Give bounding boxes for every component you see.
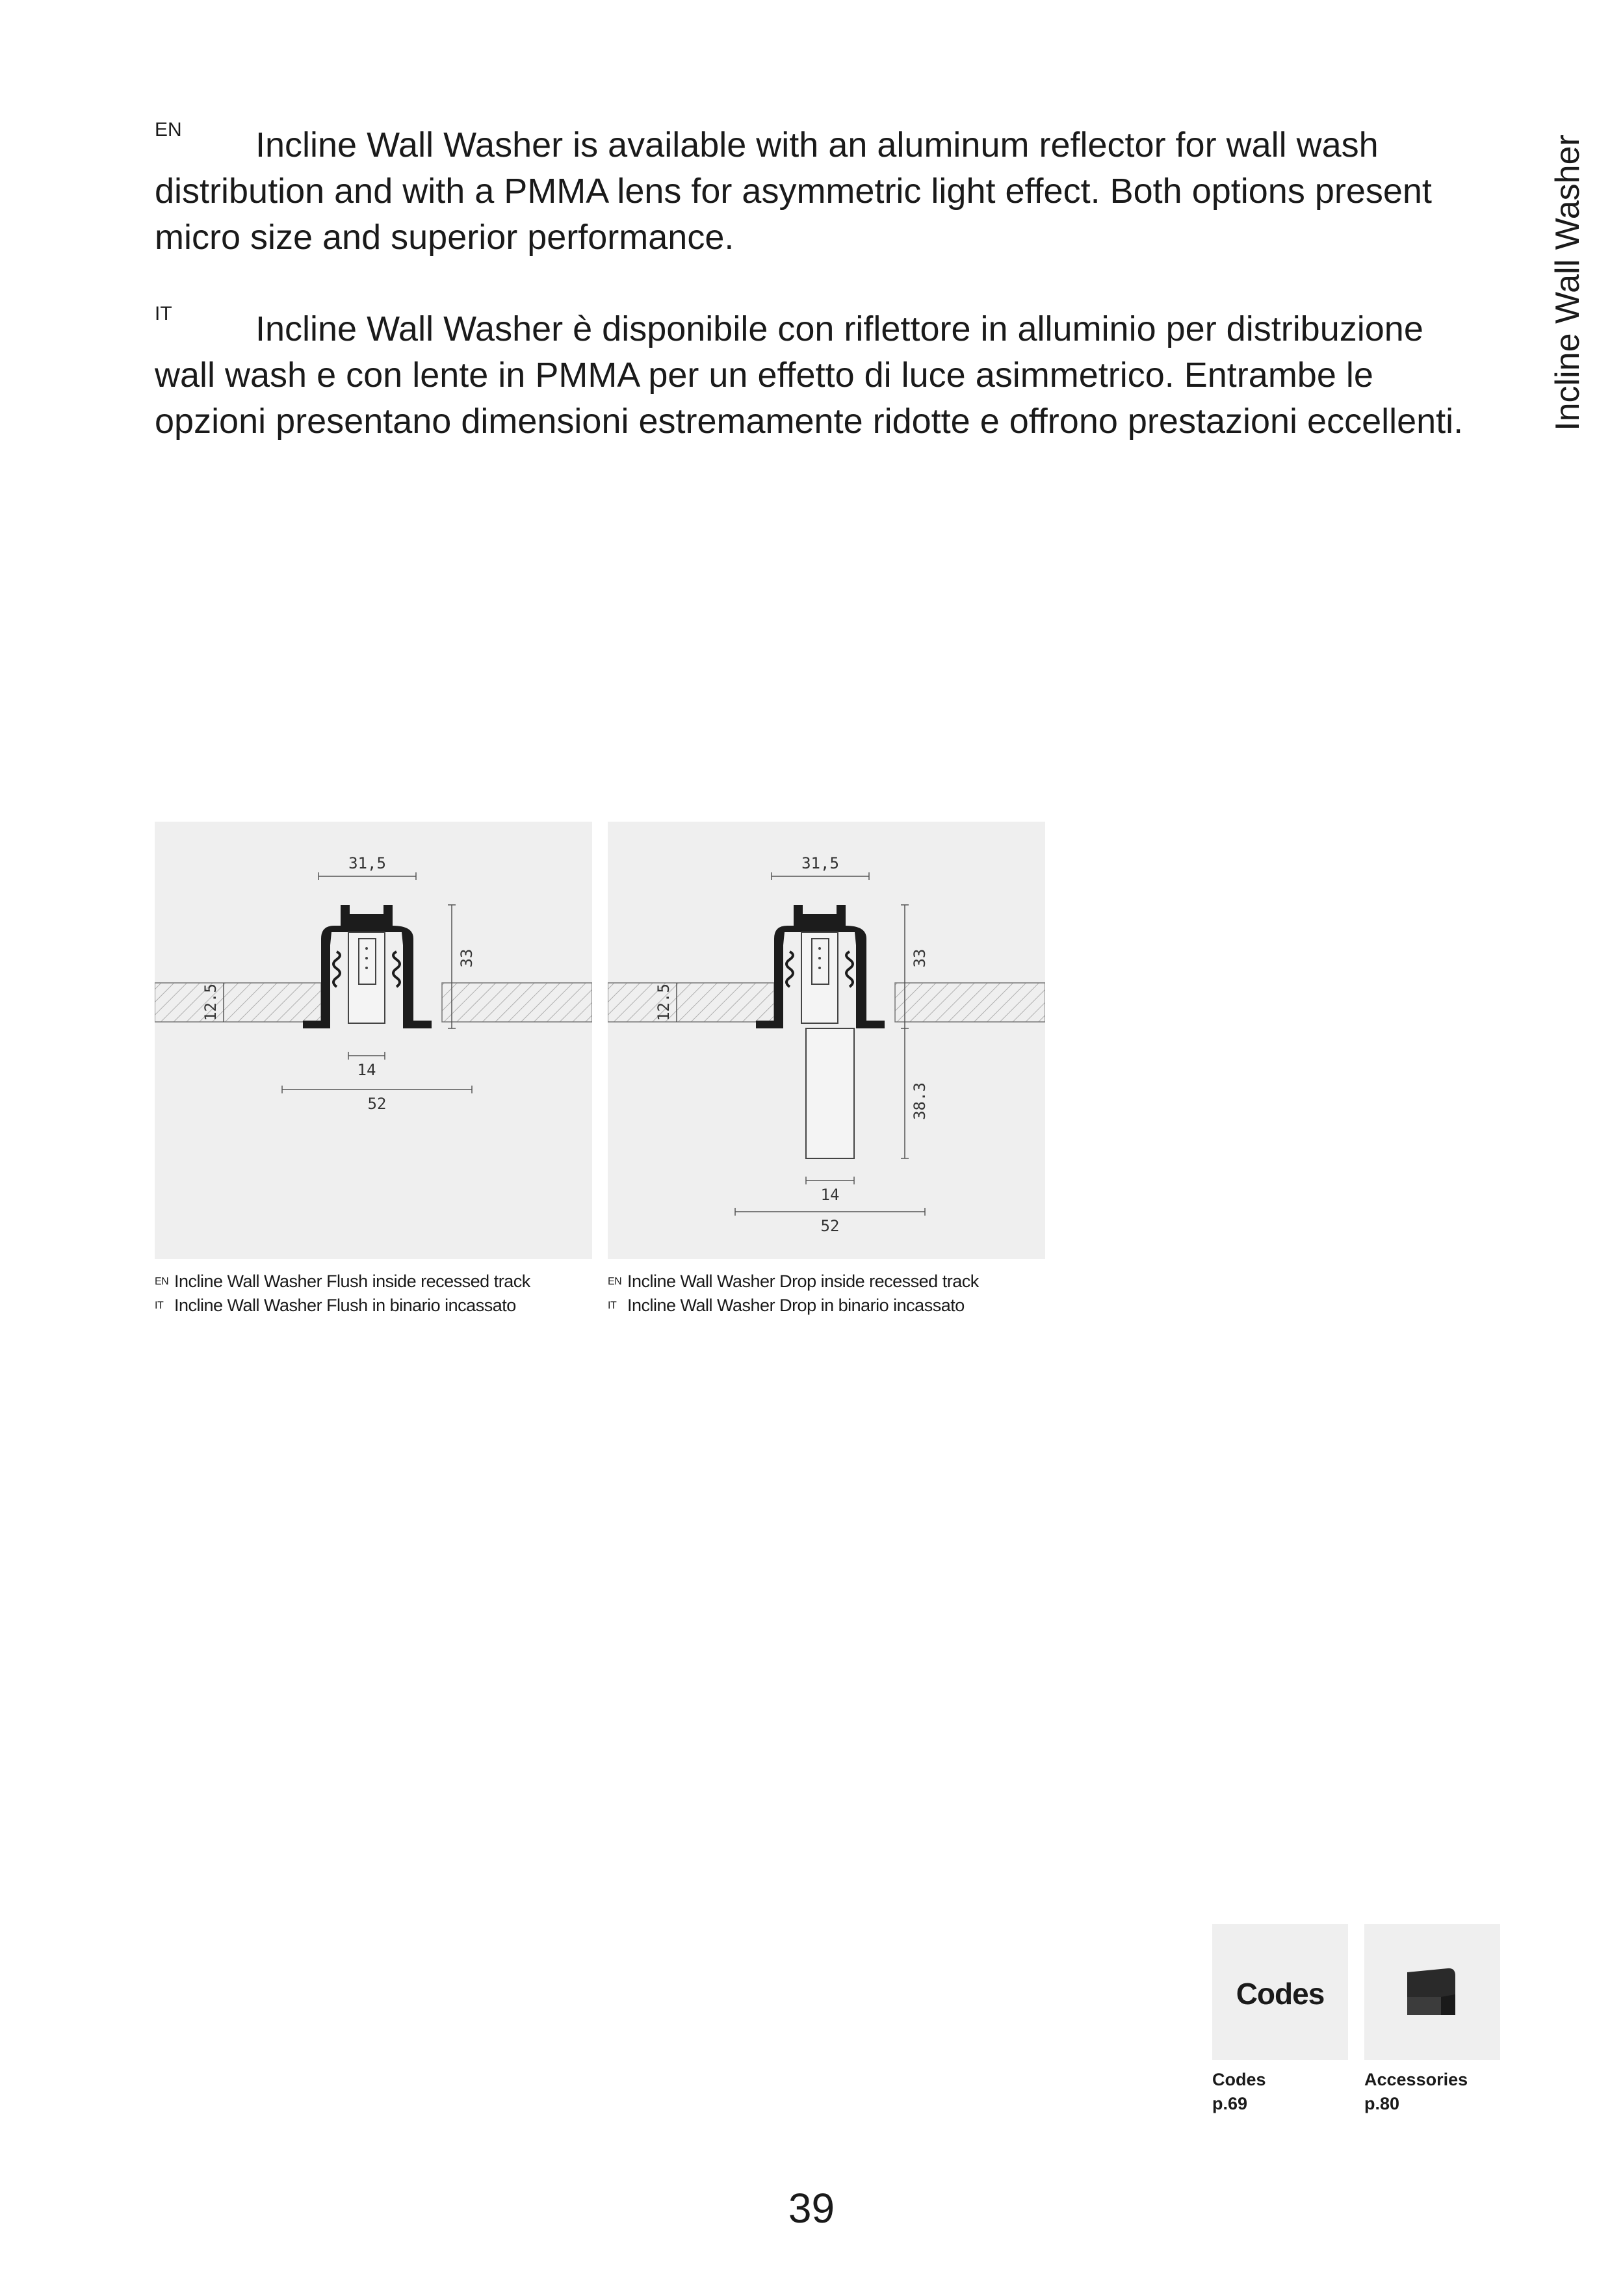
spring-clip-right: [393, 952, 400, 987]
caption-flush: [155, 1270, 530, 1318]
lamp-body: [801, 932, 838, 1023]
caption-flush-en: Incline Wall Washer Flush inside recessed track: [174, 1272, 530, 1291]
dim-inner-width: 14: [357, 1061, 376, 1079]
plasterboard-right: [895, 983, 1045, 1022]
accessories-link[interactable]: [1364, 2068, 1468, 2116]
codes-label: Codes: [1212, 2070, 1266, 2089]
page-number: 39: [788, 2185, 835, 2232]
codes-tile-text: Codes: [1236, 1977, 1325, 2011]
lang-tag-en: EN: [155, 119, 182, 140]
dim-drop-height: 38.3: [911, 1082, 929, 1120]
side-title: [1542, 130, 1594, 436]
paragraph-en: [155, 119, 1481, 261]
spring-clip-left: [786, 952, 793, 987]
dim-plaster: 12.5: [201, 984, 220, 1021]
figure-drop: [608, 822, 1045, 1259]
caption-flush-it: Incline Wall Washer Flush in binario incassato: [174, 1296, 516, 1315]
plasterboard-left: [155, 983, 321, 1022]
caption-drop-it: Incline Wall Washer Drop in binario incassato: [627, 1296, 965, 1315]
caption-drop-en: Incline Wall Washer Drop inside recessed track: [627, 1272, 979, 1291]
dim-plaster: 12.5: [655, 984, 673, 1021]
drop-section-drawing: [608, 822, 1045, 1259]
spring-clip-left: [333, 952, 340, 987]
lamp-body: [348, 932, 385, 1023]
accessories-label: Accessories: [1364, 2070, 1468, 2089]
paragraph-it: [155, 303, 1481, 445]
dim-outer-width: 52: [367, 1095, 387, 1113]
caption-drop-it-tag: IT: [608, 1300, 617, 1311]
spring-clip-right: [846, 952, 853, 987]
codes-link[interactable]: [1212, 2068, 1266, 2116]
side-title-text: Incline Wall Washer: [1549, 135, 1587, 431]
figure-flush: [155, 822, 592, 1259]
codes-page: p.69: [1212, 2094, 1248, 2113]
caption-drop-en-tag: EN: [608, 1276, 622, 1287]
paragraph-en-first-line: Incline Wall Washer is available with an aluminum reflector for wall wash: [255, 125, 1379, 164]
accessory-endcap-icon: [1364, 1924, 1500, 2060]
dim-inner-width: 14: [820, 1186, 840, 1204]
caption-flush-en-tag: EN: [155, 1276, 169, 1287]
caption-flush-it-tag: IT: [155, 1300, 164, 1311]
paragraph-en-rest: distribution and with a PMMA lens for asymmetric light effect. Both options present micro size and superior performance.: [155, 172, 1432, 257]
dim-top-width: 31,5: [348, 854, 386, 872]
plasterboard-left: [608, 983, 774, 1022]
dim-height: 33: [911, 948, 929, 968]
accessories-page: p.80: [1364, 2094, 1400, 2113]
paragraph-it-first-line: Incline Wall Washer è disponibile con riflettore in alluminio per distribuzione: [255, 309, 1423, 348]
plasterboard-right: [442, 983, 592, 1022]
lang-tag-it: IT: [155, 303, 172, 324]
drop-lens: [806, 1028, 854, 1158]
codes-tile[interactable]: [1212, 1924, 1348, 2060]
accessories-tile[interactable]: [1364, 1924, 1500, 2060]
dim-height: 33: [458, 948, 476, 968]
dim-top-width: 31,5: [801, 854, 839, 872]
paragraph-it-rest: wall wash e con lente in PMMA per un effetto di luce asimmetrico. Entrambe le opzioni presentano dimensioni estremamente ridotte e offrono prestazioni eccellenti.: [155, 356, 1464, 441]
dim-outer-width: 52: [820, 1217, 840, 1235]
flush-section-drawing: [155, 822, 592, 1259]
caption-drop: [608, 1270, 979, 1318]
